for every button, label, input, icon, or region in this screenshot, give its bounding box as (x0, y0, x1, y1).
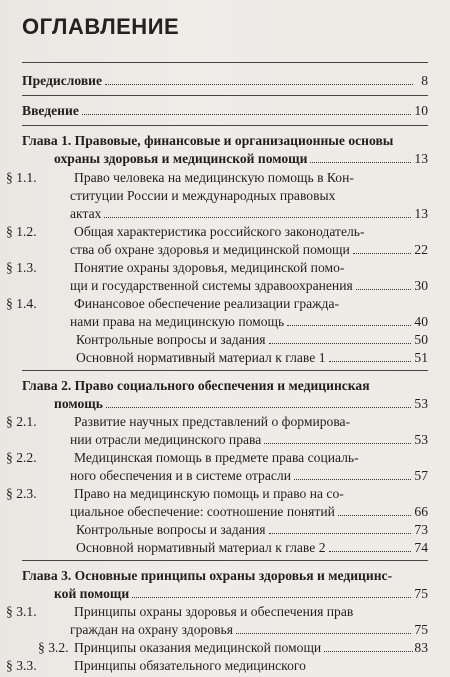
dot-leader (236, 633, 411, 634)
section-number: § 3.1. (6, 604, 37, 619)
dot-leader (329, 361, 412, 362)
page-number: 74 (414, 540, 428, 555)
page-number: 75 (414, 622, 428, 637)
page-number: 53 (414, 396, 428, 411)
section-number: § 3.2. (38, 640, 69, 655)
page-number: 66 (414, 504, 428, 519)
toc-entry-materials-1[interactable] (76, 349, 428, 367)
toc-entry-preface[interactable] (22, 72, 428, 90)
dot-leader (329, 551, 412, 552)
page-title: ОГЛАВЛЕНИЕ (22, 14, 180, 39)
divider (22, 370, 428, 371)
toc-entry-section-1-4[interactable] (6, 295, 428, 331)
dot-leader (287, 325, 411, 326)
divider (22, 125, 428, 126)
entry-title: Основной нормативный материал к главе 2 (76, 540, 326, 555)
dot-leader (338, 515, 411, 516)
dot-leader (324, 651, 413, 652)
dot-leader (294, 479, 411, 480)
toc-entry-questions-2[interactable] (76, 521, 428, 539)
page-number: 53 (414, 432, 428, 447)
section-number: § 1.3. (6, 260, 37, 275)
section-title-line: ного обеспечения и в системе отрасли (70, 468, 291, 483)
section-title-line: Право на медицинскую помощь и право на со- (74, 486, 344, 501)
section-title-line: актах (70, 206, 102, 221)
chapter-title-line: охраны здоровья и медицинской помощи (54, 151, 308, 166)
toc-entry-section-1-1[interactable] (6, 169, 428, 223)
toc-entry-section-3-2[interactable] (38, 639, 428, 657)
section-number: § 2.3. (6, 486, 37, 501)
section-title-line: Общая характеристика российского законодатель- (74, 224, 365, 239)
toc-entry-section-2-2[interactable] (6, 449, 428, 485)
page-number: 75 (414, 586, 428, 601)
page-number: 13 (414, 206, 428, 221)
divider (22, 62, 428, 63)
toc-entry-section-2-3[interactable] (6, 485, 428, 521)
dot-leader (106, 407, 411, 408)
toc-entry-section-1-3[interactable] (6, 259, 428, 295)
entry-title: Введение (22, 103, 79, 118)
page-number: 30 (414, 278, 428, 293)
dot-leader (82, 114, 412, 115)
section-title-line: ства об охране здоровья и медицинской помощи (70, 242, 350, 257)
section-title-line: Принципы оказания медицинской помощи (74, 640, 322, 655)
entry-title: Контрольные вопросы и задания (76, 332, 266, 347)
divider (22, 560, 428, 561)
section-title-line: Право человека на медицинскую помощь в Кон- (74, 170, 354, 185)
page-number: 8 (421, 73, 428, 88)
section-number: § 2.2. (6, 450, 37, 465)
chapter-title-line: помощь (54, 396, 103, 411)
page-number: 51 (414, 350, 428, 365)
section-number: § 1.1. (6, 170, 37, 185)
toc-entry-section-2-1[interactable] (6, 413, 428, 449)
section-title-line: Принципы охраны здоровья и обеспечения прав (74, 604, 354, 619)
dot-leader (310, 162, 411, 163)
dot-leader (269, 343, 412, 344)
dot-leader (105, 84, 413, 85)
section-title-line: нии отрасли медицинского права (70, 432, 262, 447)
dot-leader (104, 217, 411, 218)
toc-entry-section-3-1[interactable] (6, 603, 428, 639)
toc-entry-chapter-3[interactable] (22, 567, 428, 603)
toc-entry-questions-1[interactable] (76, 331, 428, 349)
section-title-line: Финансовое обеспечение реализации гражда- (74, 296, 340, 311)
section-title-line: циальное обеспечение: соотношение понятий (70, 504, 335, 519)
section-number: § 1.2. (6, 224, 37, 239)
section-title-line: Медицинская помощь в предмете права социаль- (74, 450, 359, 465)
dot-leader (356, 289, 412, 290)
entry-title: Контрольные вопросы и задания (76, 522, 266, 537)
chapter-title-line: Глава 2. Право социального обеспечения и медицинская (22, 378, 370, 393)
toc-entry-intro[interactable] (22, 102, 428, 120)
toc-entry-chapter-2[interactable] (22, 377, 428, 413)
section-title-line: Развитие научных представлений о формирова- (74, 414, 351, 429)
section-title-line: щи и государственной системы здравоохранения (70, 278, 353, 293)
section-title-line: граждан на охрану здоровья (70, 622, 233, 637)
page-number: 83 (414, 640, 428, 655)
page-number: 73 (414, 522, 428, 537)
chapter-title-line: Глава 1. Правовые, финансовые и организационные основы (22, 133, 394, 148)
dot-leader (132, 597, 411, 598)
chapter-title-line: кой помощи (54, 586, 130, 601)
dot-leader (269, 533, 412, 534)
section-title-line: Принципы обязательного медицинского (74, 658, 306, 673)
toc-entry-materials-2[interactable] (76, 539, 428, 557)
page-number: 13 (414, 151, 428, 166)
entry-title: Предисловие (22, 73, 103, 88)
section-title-line: нами права на медицинскую помощь (70, 314, 285, 329)
toc-entry-chapter-1[interactable] (22, 132, 428, 168)
toc-entry-section-1-2[interactable] (6, 223, 428, 259)
section-number: § 3.3. (6, 658, 37, 673)
page-number: 40 (414, 314, 428, 329)
section-title-line: ституции России и международных правовых (70, 188, 336, 203)
page-number: 10 (414, 103, 428, 118)
toc-entry-section-3-3[interactable] (6, 657, 428, 675)
page-number: 22 (414, 242, 428, 257)
dot-leader (353, 253, 412, 254)
dot-leader (264, 443, 411, 444)
page-number: 50 (414, 332, 428, 347)
page-number: 57 (414, 468, 428, 483)
chapter-title-line: Глава 3. Основные принципы охраны здоровья и медицинс- (22, 568, 393, 583)
section-title-line: Понятие охраны здоровья, медицинской помо- (74, 260, 345, 275)
section-number: § 1.4. (6, 296, 37, 311)
divider (22, 95, 428, 96)
section-number: § 2.1. (6, 414, 37, 429)
entry-title: Основной нормативный материал к главе 1 (76, 350, 326, 365)
